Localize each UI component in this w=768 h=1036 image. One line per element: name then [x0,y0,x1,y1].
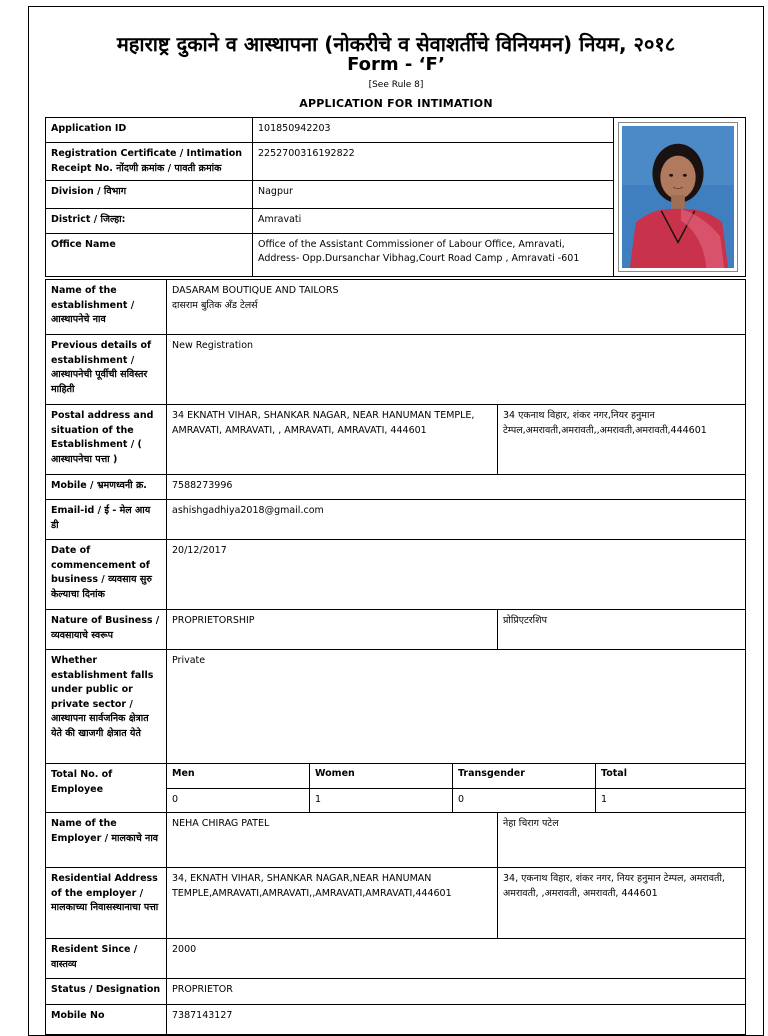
status-designation-label: Status / Designation [46,979,167,1005]
employer-name-mr: नेहा चिराग पटेल [498,813,746,868]
email-label: Email-id / ई - मेल आय डी [46,500,167,540]
previous-details-value: New Registration [167,335,746,405]
employer-name-label: Name of the Employer / मालकाचे नाव [46,813,167,868]
office-name-value: Office of the Assistant Commissioner of Labour Office, Amravati, Address- Opp.Dursanchar Vibhag,Court Road Camp , Amravati -601 [253,233,614,276]
form-title-marathi: महाराष्ट्र दुकाने व आस्थापना (नोकरीचे व सेवाशर्तीचे विनियमन) नियम, २०१८ [116,32,676,56]
establishment-name-mr: दासराम बुतिक अँड टेलर्स [172,299,258,311]
district-value: Amravati [253,208,614,233]
application-id-label: Application ID [46,118,253,143]
division-label: Division / विभाग [46,181,253,208]
registration-no-label: Registration Certificate / Intimation Receipt No. नोंदणी क्रमांक / पावती क्रमांक [46,143,253,181]
employer-name-en: NEHA CHIRAG PATEL [167,813,498,868]
transgender-count: 0 [453,789,596,813]
photo-cell [614,118,746,277]
application-heading: APPLICATION FOR INTIMATION [299,97,493,110]
application-id-value: 101850942203 [253,118,614,143]
postal-address-label: Postal address and situation of the Establishment / ( आस्थापनेचा पत्ता ) [46,405,167,475]
registration-no-value: 2252700316192822 [253,143,614,181]
establishment-details-table [45,279,746,1035]
resident-since-label: Resident Since / वास्तव्य [46,939,167,979]
nature-of-business-label: Nature of Business / व्यवसायाचे स्वरूप [46,610,167,650]
residential-address-label: Residential Address of the employer / मालकाच्या निवासस्थानाचा पत्ता [46,868,167,939]
commencement-date-value: 20/12/2017 [167,540,746,610]
applicant-photo [618,122,738,272]
division-value: Nagpur [253,181,614,208]
postal-address-mr: 34 एकनाथ विहार, शंकर नगर,नियर हनुमान टेम्पल,अमरावती,अमरावती,,अमरावती,अमरावती,444601 [498,405,746,475]
employer-mobile-label: Mobile No [46,1005,167,1035]
employer-mobile-value: 7387143127 [167,1005,746,1035]
sector-label: Whether establishment falls under public or private sector / आस्थापना सार्वजनिक क्षेत्रात येते की खाजगी क्षेत्रात येते [46,650,167,764]
total-employees-label: Total No. of Employee [46,764,167,813]
form-name: Form - ‘F’ [347,54,445,75]
women-count: 1 [310,789,453,813]
men-header: Men [167,764,310,789]
establishment-name-en: DASARAM BOUTIQUE AND TAILORS [172,285,339,296]
mobile-label: Mobile / भ्रमणध्वनी क्र. [46,475,167,500]
mobile-value: 7588273996 [167,475,746,500]
rule-reference: [See Rule 8] [368,80,424,90]
commencement-date-label: Date of commencement of business / व्यवसाय सुरु केल्याचा दिनांक [46,540,167,610]
nature-of-business-mr: प्रोप्रिएटरशिप [498,610,746,650]
nature-of-business-en: PROPRIETORSHIP [167,610,498,650]
establishment-name-value [167,280,746,335]
residential-address-en: 34, EKNATH VIHAR, SHANKAR NAGAR,NEAR HANUMAN TEMPLE,AMRAVATI,AMRAVATI,,AMRAVATI,AMRAVATI,444601 [167,868,498,939]
previous-details-label: Previous details of establishment / आस्थापनेची पूर्वीची सविस्तर माहिती [46,335,167,405]
resident-since-value: 2000 [167,939,746,979]
total-header: Total [596,764,746,789]
postal-address-en: 34 EKNATH VIHAR, SHANKAR NAGAR, NEAR HANUMAN TEMPLE, AMRAVATI, AMRAVATI, , AMRAVATI, AMRAVATI, 444601 [167,405,498,475]
office-name-label: Office Name [46,233,253,276]
form-page [28,6,764,1036]
residential-address-mr: 34, एकनाथ विहार, शंकर नगर, नियर हनुमान टेम्पल, अमरावती, अमरावती, ,अमरावती, अमरावती, 444601 [498,868,746,939]
application-top-table [45,117,746,277]
women-header: Women [310,764,453,789]
status-designation-value: PROPRIETOR [167,979,746,1005]
applicant-photo-image [622,126,734,268]
email-value: ashishgadhiya2018@gmail.com [167,500,746,540]
men-count: 0 [167,789,310,813]
establishment-name-label: Name of the establishment / आस्थापनेचे नाव [46,280,167,335]
sector-value: Private [167,650,746,764]
district-label: District / जिल्हा: [46,208,253,233]
transgender-header: Transgender [453,764,596,789]
total-count: 1 [596,789,746,813]
